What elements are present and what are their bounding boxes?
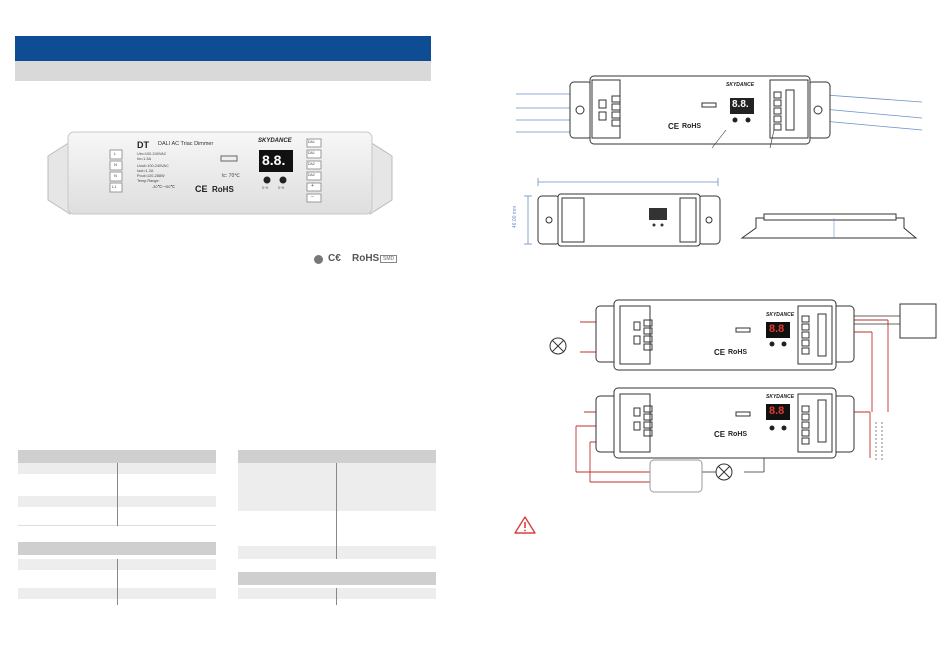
diagram-rohs: RoHS (682, 123, 702, 130)
wiring-display-1: 8.8 (769, 323, 785, 335)
wiring-brand-2: SKYDANCE (766, 394, 795, 400)
ce-mark-row: C€ (328, 253, 341, 264)
wiring-ce-2: CE (714, 430, 726, 439)
terminal-l: L (114, 151, 117, 156)
terminal-da2: DA2 (308, 162, 315, 166)
spec-line-4: Iout=1.2A (137, 169, 154, 173)
warning-icon (514, 516, 536, 534)
side-profile-diagram (738, 212, 920, 244)
terminal-da2b: DA2 (308, 173, 315, 177)
diagram-brand: SKYDANCE (726, 82, 755, 88)
wiring-diagram (540, 292, 940, 496)
recycle-icon (314, 255, 323, 264)
rohs-mark-row: RoHS (352, 253, 380, 264)
dimension-diagram (512, 172, 724, 248)
model-label: DT (137, 140, 149, 150)
subheader-bar (15, 61, 431, 81)
terminal-n2: N (114, 173, 117, 178)
product-name: DALI AC Triac Dimmer (158, 141, 214, 147)
button-label-left: 0~9 (262, 186, 268, 190)
spec-line-7: -30℃~+50℃ (152, 185, 175, 189)
terminal-da1: DA1 (308, 140, 315, 144)
wiring-brand-1: SKYDANCE (766, 312, 795, 318)
minus-button-label: − (311, 194, 314, 200)
side-profile-svg (738, 212, 920, 244)
dimension-svg (518, 172, 724, 248)
smd-badge: SMD (380, 255, 397, 263)
wiring-display-2: 8.8 (769, 405, 785, 417)
terminal-da1b: DA1 (308, 151, 315, 155)
top-view-svg (512, 72, 924, 152)
wiring-rohs-1: RoHS (728, 349, 748, 356)
spec-line-5: Pout=120-288W (137, 174, 165, 178)
dimension-label: 46.00 mm (512, 205, 519, 229)
plus-button-label: + (311, 183, 314, 189)
diagram-ce: CE (668, 122, 680, 131)
spec-table-right (238, 450, 436, 605)
button-label-right: 0~9 (278, 186, 284, 190)
terminal-n1: N (114, 162, 117, 167)
display-digits: 8.8. (262, 152, 286, 168)
diagram-display: 8.8. (732, 99, 749, 110)
terminal-l1: L1 (112, 184, 117, 189)
spec-line-1: Uin=100-240VAC (137, 152, 167, 156)
top-view-diagram (512, 72, 924, 152)
certification-row (314, 254, 404, 268)
header-bar (15, 36, 431, 61)
wiring-ce-1: CE (714, 348, 726, 357)
wiring-rohs-2: RoHS (728, 431, 748, 438)
spec-line-3: Uout=100-240VAC (137, 164, 169, 168)
brand-logo: SKYDANCE (258, 138, 292, 144)
wiring-svg (540, 292, 940, 496)
temp-rating: tc: 70℃ (222, 173, 240, 179)
product-illustration (40, 128, 400, 223)
product-photo (40, 128, 400, 223)
spec-table-left (18, 450, 216, 605)
ce-mark: CE (195, 184, 208, 194)
spec-line-6: Temp.Range: (137, 179, 160, 183)
rohs-mark: RoHS (212, 185, 234, 194)
spec-line-2: Iin=1.3A (137, 157, 152, 161)
